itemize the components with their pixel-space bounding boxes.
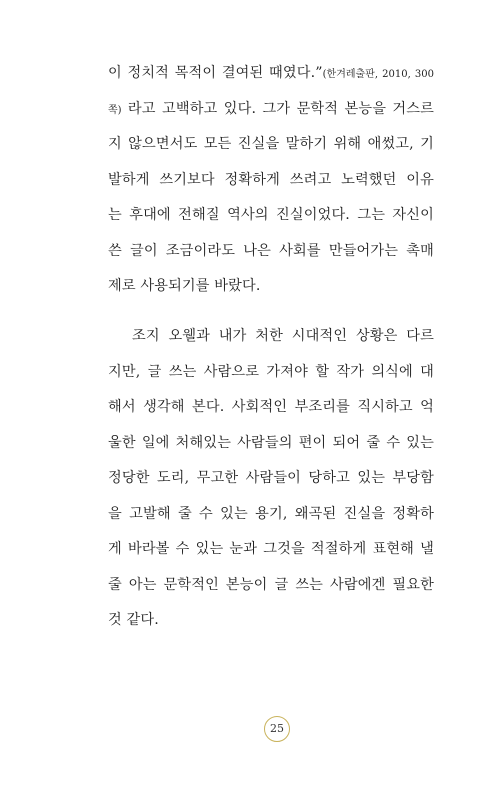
paragraph-2-line-3: 울한 일에 처해있는 사람들의 편이 되어 줄 수 있는 [108,434,434,451]
paragraph-1-line-5: 쓴 글이 조금이라도 나은 사회를 만들어가는 촉매 [108,242,434,259]
paragraph-2-line-5: 을 고발해 줄 수 있는 용기, 왜곡된 진실을 정확하 [108,505,434,522]
paragraph-1-line-4: 는 후대에 전해질 역사의 진실이었다. 그는 자신이 [108,207,434,223]
page-number: 25 [264,716,290,742]
paragraph-1-line-1 [108,92,434,128]
paragraph-1 [108,56,434,305]
paragraph-2-line-1: 지만, 글 쓰는 사람으로 가져야 할 작가 의식에 대 [108,363,434,380]
paragraph-1-line-3: 발하게 쓰기보다 정확하게 쓰려고 노력했던 이유 [108,171,434,188]
paragraph-2-line-4: 정당한 도리, 무고한 사람들이 당하고 있는 부당함 [108,470,434,486]
paragraph-2-line-7: 줄 아는 문학적인 본능이 글 쓰는 사람에겐 필요한 [108,576,434,593]
paragraph-2 [108,319,434,639]
citation-page-suffix: 쪽) [108,104,122,116]
paragraph-1-line-0 [108,56,434,92]
paragraph-1-line-2: 지 않으면서도 모든 진실을 말하기 위해 애썼고, 기 [108,136,434,152]
paragraph-1-line-1-text: 라고 고백하고 있다. 그가 문학적 본능을 거스르 [121,100,434,117]
citation-text: (한겨레출판, 2010, 300 [322,69,434,80]
paragraph-2-line-6: 게 바라볼 수 있는 눈과 그것을 적절하게 표현해 낼 [108,541,434,557]
quote-end-text: 이 정치적 목적이 결여된 때였다.” [108,65,323,81]
paragraph-2-line-2: 해서 생각해 본다. 사회적인 부조리를 직시하고 억 [108,399,434,415]
paragraph-2-line-8: 것 같다. [108,612,159,628]
paragraph-2-line-0: 조지 오웰과 내가 처한 시대적인 상황은 다르 [132,328,434,344]
paragraph-1-line-6: 제로 사용되기를 바랐다. [108,278,261,294]
